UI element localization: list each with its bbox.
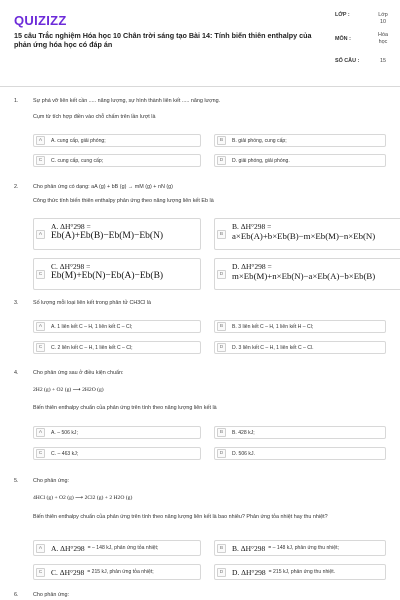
option-formula: a×Eb(A)+b×Eb(B)−m×Eb(M)−n×Eb(N) bbox=[232, 231, 376, 241]
question-1 bbox=[14, 98, 394, 178]
option-c[interactable] bbox=[33, 447, 201, 460]
option-text: B. 3 liên kết C – H, 1 liên kết H – Cl; bbox=[232, 323, 314, 330]
question-text: Cho phản ứng có dạng: aA (g) + bB (g) → mM (g) + nN (g) bbox=[33, 184, 173, 190]
option-letter: C bbox=[36, 270, 45, 279]
option-letter: A bbox=[36, 136, 45, 145]
question-subtext: Biến thiên enthalpy chuẩn của phản ứng trên tính theo năng lượng liên kết là bao nhiêu? Phản ứng tỏa nhiệt hay thu nhiệt? bbox=[33, 514, 328, 520]
meta-socau bbox=[335, 58, 390, 65]
question-6 bbox=[14, 592, 394, 600]
option-b[interactable] bbox=[214, 540, 386, 556]
question-text: Số lượng mỗi loại liên kết trong phân tử CH3Cl là bbox=[33, 300, 152, 306]
lop-value: Lớp 10 bbox=[378, 12, 388, 25]
option-b[interactable] bbox=[214, 134, 386, 147]
option-d[interactable] bbox=[214, 154, 386, 167]
option-text: = – 148 kJ, phản ứng tỏa nhiệt; bbox=[87, 545, 159, 551]
question-number: 3. bbox=[14, 300, 19, 306]
option-d[interactable] bbox=[214, 341, 386, 354]
option-text: A. – 506 kJ; bbox=[51, 429, 78, 436]
option-a[interactable] bbox=[33, 320, 201, 333]
option-letter: C bbox=[36, 568, 45, 577]
question-text: Cho phản ứng sau ở điều kiện chuẩn: bbox=[33, 370, 124, 376]
option-content bbox=[51, 259, 163, 282]
option-letter: A bbox=[36, 544, 45, 553]
option-a[interactable] bbox=[33, 540, 201, 556]
option-letter: B bbox=[217, 230, 226, 239]
option-letter: A bbox=[36, 322, 45, 331]
option-text: = 215 kJ, phản ứng thu nhiệt. bbox=[268, 569, 336, 575]
option-text: B. 428 kJ; bbox=[232, 429, 255, 436]
meta-mon bbox=[335, 32, 390, 58]
option-content bbox=[232, 219, 375, 242]
option-letter: D bbox=[217, 343, 226, 352]
option-letter: A bbox=[36, 230, 45, 239]
question-2 bbox=[14, 184, 394, 296]
option-text: C. 2 liên kết C – H, 1 liên kết C – Cl; bbox=[51, 344, 133, 351]
option-letter: C bbox=[36, 156, 45, 165]
question-text: Cho phản ứng: bbox=[33, 592, 69, 598]
header-divider bbox=[0, 86, 400, 87]
option-d[interactable] bbox=[214, 258, 400, 290]
lop-label: LỚP : bbox=[335, 12, 350, 18]
option-c[interactable] bbox=[33, 564, 201, 580]
mon-value: Hóa học bbox=[378, 32, 388, 45]
question-text: Sự phá vỡ liên kết cần ..... năng lượng, sự hình thành liên kết ..... năng lượng. bbox=[33, 98, 221, 104]
option-c[interactable] bbox=[33, 154, 201, 167]
socau-value: 15 bbox=[380, 58, 386, 64]
option-letter: C bbox=[36, 449, 45, 458]
option-formula: m×Eb(M)+n×Eb(N)−a×Eb(A)−b×Eb(B) bbox=[232, 271, 376, 281]
option-letter: B bbox=[217, 544, 226, 553]
question-number: 5. bbox=[14, 478, 19, 484]
question-subtext: Biến thiên enthalpy chuẩn của phản ứng trên tính theo năng lượng liên kết là bbox=[33, 405, 217, 411]
option-letter: B bbox=[217, 428, 226, 437]
option-head: B. ΔH°298 = bbox=[232, 222, 272, 231]
quizizz-logo: QUIZIZZ bbox=[14, 13, 67, 28]
option-letter: D bbox=[217, 156, 226, 165]
option-d[interactable] bbox=[214, 564, 386, 580]
question-text: Cho phản ứng: bbox=[33, 478, 69, 484]
option-text: D. 506 kJ. bbox=[232, 450, 255, 457]
option-a[interactable] bbox=[33, 218, 201, 250]
question-subtext: Công thức tính biến thiên enthalpy phản ứng theo năng lượng liên kết Eb là bbox=[33, 198, 214, 204]
option-a[interactable] bbox=[33, 134, 201, 147]
option-text: = – 148 kJ, phản ứng thu nhiệt; bbox=[268, 545, 339, 551]
mon-label: MÔN : bbox=[335, 36, 351, 42]
option-a[interactable] bbox=[33, 426, 201, 439]
option-text: D. giải phóng, giải phóng. bbox=[232, 157, 290, 164]
socau-label: SỐ CÂU : bbox=[335, 58, 360, 64]
option-text: D. 3 liên kết C – H, 1 liên kết C – Cl. bbox=[232, 344, 314, 351]
option-head: C. ΔH°298 bbox=[51, 567, 85, 577]
option-letter: B bbox=[217, 136, 226, 145]
option-text: C. cung cấp, cung cấp; bbox=[51, 157, 104, 164]
reaction-equation: 2H2 (g) + O2 (g) ⟶ 2H2O (g) bbox=[33, 387, 104, 393]
option-b[interactable] bbox=[214, 320, 386, 333]
question-number: 2. bbox=[14, 184, 19, 190]
question-4 bbox=[14, 370, 394, 465]
option-text: A. cung cấp, giải phóng; bbox=[51, 137, 106, 144]
option-text: C. – 463 kJ; bbox=[51, 450, 79, 457]
option-head: D. ΔH°298 = bbox=[232, 262, 272, 271]
page-title: 15 câu Trắc nghiệm Hóa học 10 Chân trời sáng tạo Bài 14: Tính biến thiên enthalpy của phản ứng hóa học có đáp án bbox=[14, 31, 312, 49]
option-b[interactable] bbox=[214, 218, 400, 250]
option-formula: Eb(M)+Eb(N)−Eb(A)−Eb(B) bbox=[51, 271, 164, 281]
option-letter: D bbox=[217, 449, 226, 458]
option-head: B. ΔH°298 bbox=[232, 543, 266, 553]
option-head: A. ΔH°298 bbox=[51, 543, 85, 553]
meta-info bbox=[335, 12, 390, 65]
option-c[interactable] bbox=[33, 341, 201, 354]
option-letter: A bbox=[36, 428, 45, 437]
option-letter: D bbox=[217, 568, 226, 577]
meta-lop bbox=[335, 12, 390, 32]
page-header bbox=[0, 0, 400, 82]
option-formula: Eb(A)+Eb(B)−Eb(M)−Eb(N) bbox=[51, 231, 164, 241]
question-number: 4. bbox=[14, 370, 19, 376]
question-5 bbox=[14, 478, 394, 583]
question-3 bbox=[14, 300, 394, 360]
option-text: = 215 kJ, phản ứng tỏa nhiệt; bbox=[87, 569, 154, 575]
option-d[interactable] bbox=[214, 447, 386, 460]
option-text: A. 1 liên kết C – H, 1 liên kết C – Cl; bbox=[51, 323, 133, 330]
option-head: A. ΔH°298 = bbox=[51, 222, 91, 231]
question-number: 6. bbox=[14, 592, 19, 598]
option-c[interactable] bbox=[33, 258, 201, 290]
option-head: C. ΔH°298 = bbox=[51, 262, 91, 271]
option-letter: C bbox=[36, 343, 45, 352]
option-content bbox=[51, 219, 163, 242]
reaction-equation: 4HCl (g) + O2 (g) ⟶ 2Cl2 (g) + 2 H2O (g) bbox=[33, 495, 133, 501]
option-content bbox=[232, 259, 375, 282]
question-number: 1. bbox=[14, 98, 19, 104]
question-subtext: Cụm từ tích hợp điền vào chỗ chấm trên lần lượt là bbox=[33, 114, 156, 120]
option-letter: D bbox=[217, 270, 226, 279]
option-head: D. ΔH°298 bbox=[232, 567, 266, 577]
option-letter: B bbox=[217, 322, 226, 331]
option-text: B. giải phóng, cung cấp; bbox=[232, 137, 287, 144]
option-b[interactable] bbox=[214, 426, 386, 439]
